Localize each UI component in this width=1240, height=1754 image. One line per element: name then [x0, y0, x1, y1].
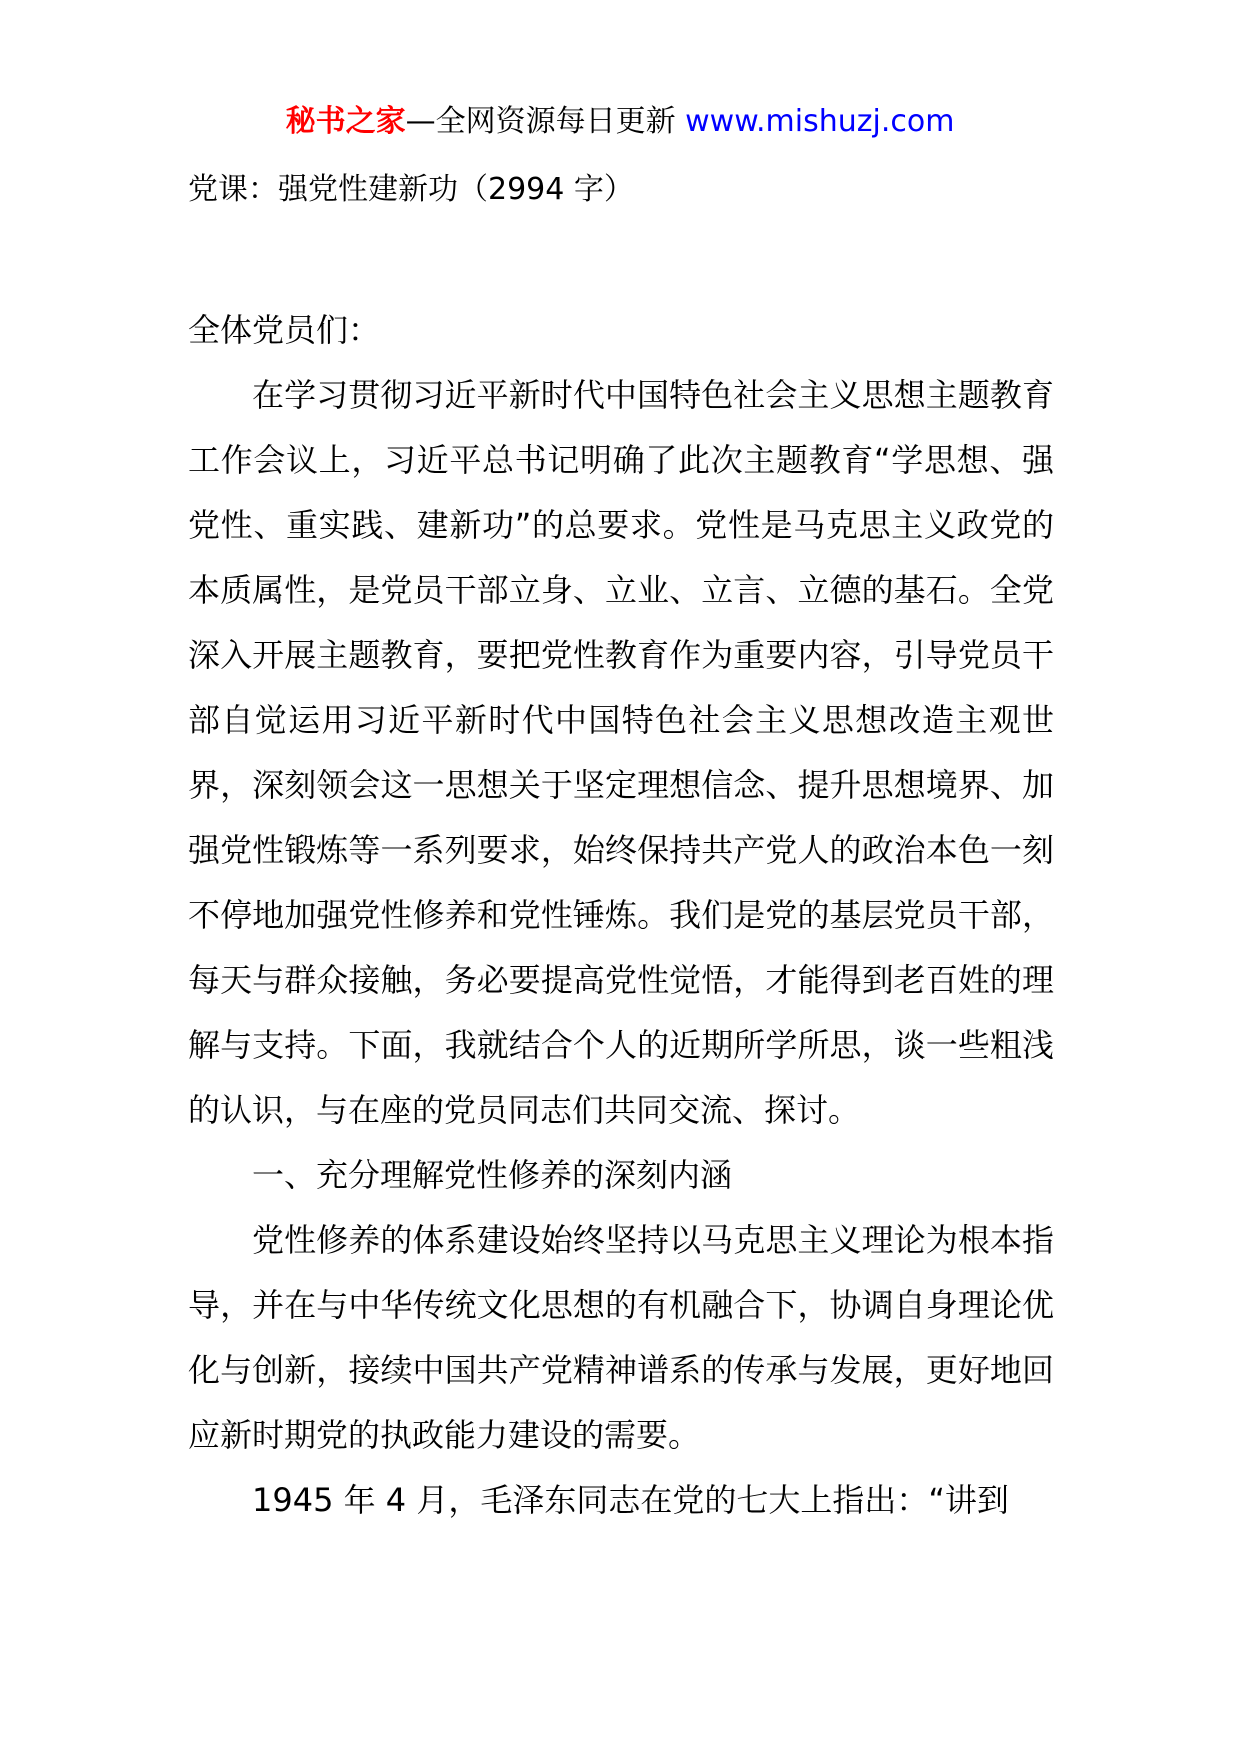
document-body [188, 298, 1054, 1533]
salutation: 全体党员们： [188, 311, 381, 349]
site-header [0, 100, 1240, 144]
body-paragraph: 党性修养的体系建设始终坚持以马克思主义理论为根本指导，并在与中华传统文化思想的有机融合下，协调自身理论优化与创新，接续中国共产党精神谱系的传承与发展，更好地回应新时期党的执政能力建设的需要。 [188, 1221, 1054, 1454]
section-heading: 一、充分理解党性修养的深刻内涵 [252, 1156, 733, 1194]
document-title: 党课：强党性建新功（2994 字） [188, 172, 634, 207]
brand-name: 秘书之家 [285, 104, 406, 139]
header-tagline: —全网资源每日更新 [405, 104, 676, 139]
body-paragraph: 在学习贯彻习近平新时代中国特色社会主义思想主题教育工作会议上，习近平总书记明确了此次主题教育“学思想、强党性、重实践、建新功”的总要求。党性是马克思主义政党的本质属性，是党员干部立身、立业、立言、立德的基石。全党深入开展主题教育，要把党性教育作为重要内容，引导党员干部自觉运用习近平新时代中国特色社会主义思想改造主观世界，深刻领会这一思想关于坚定理想信念、提升思想境界、加强党性锻炼等一系列要求，始终保持共产党人的政治本色一刻不停地加强党性修养和党性锤炼。我们是党的基层党员干部，每天与群众接触，务必要提高党性觉悟，才能得到老百姓的理解与支持。下面，我就结合个人的近期所学所思，谈一些粗浅的认识，与在座的党员同志们共同交流、探讨。 [188, 376, 1054, 1129]
site-url-link[interactable]: www.mishuzj.com [685, 104, 955, 139]
body-paragraph: 1945 年 4 月，毛泽东同志在党的七大上指出：“讲到 [252, 1481, 1009, 1519]
